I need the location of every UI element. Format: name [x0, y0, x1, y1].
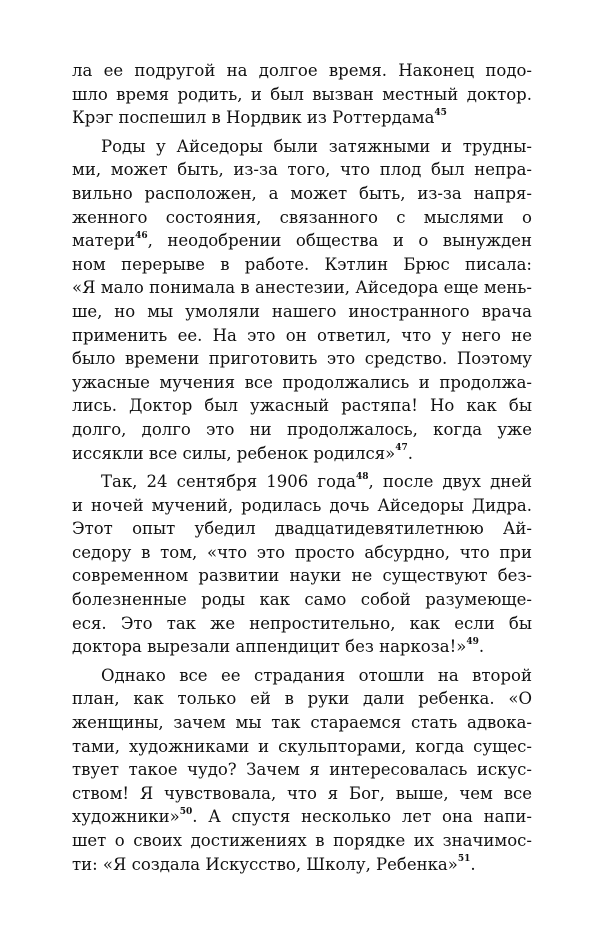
text-line: ти: «Я создала Искусство, Школу, Ребенка»$^{51}$.	[72, 854, 476, 874]
text-line: и ночей мучений, родилась дочь Айседоры Дидра.	[72, 495, 532, 515]
text-line: современном развитии науки не существуют без-	[72, 566, 532, 586]
text-line: седору в том, «что это просто абсурдно, что при	[72, 542, 532, 562]
paragraph	[72, 135, 532, 465]
text-line: женщины, зачем мы так стараемся стать адвока-	[72, 713, 532, 733]
text-line: ством! Я чувствовала, что я Бог, выше, чем все	[72, 783, 532, 803]
text-line: Крэг поспешил в Нордвик из Роттердама$^{45}$	[72, 107, 447, 128]
text-line: шло время родить, и был вызван местный доктор.	[72, 84, 532, 104]
footnote-ref: 50	[179, 806, 193, 817]
text-line: Роды у Айседоры были затяжными и трудны-	[101, 136, 532, 156]
paragraph	[72, 59, 532, 130]
text-line: шет о своих достижениях в порядке их значимос-	[72, 831, 532, 850]
footnote-ref: 51	[457, 854, 471, 865]
text-line: художники»$^{50}$. А спустя несколько лет она напи-	[72, 806, 532, 827]
footnote-ref: 49	[466, 636, 479, 647]
text-line: еся. Это так же непростительно, как если бы	[72, 613, 532, 633]
text-line: ла ее подругой на долгое время. Наконец подо-	[72, 61, 532, 80]
text-line: ном перерыве в работе. Кэтлин Брюс писала:	[72, 254, 532, 274]
text-line: твует такое чудо? Зачем я интересовалась искус-	[72, 760, 532, 780]
text-line: ше, но мы умоляли нашего иностранного врача	[72, 301, 532, 321]
footnote-ref: 48	[356, 471, 369, 482]
text-line: долго, долго это ни продолжалось, когда уже	[72, 419, 532, 439]
text-line: было времени приготовить это средство. Поэтому	[72, 349, 532, 369]
paragraph	[72, 470, 532, 659]
footnote-ref: 47	[395, 443, 408, 453]
text-line: женного состояния, связанного с мыслями о	[72, 207, 532, 227]
text-line: Так, 24 сентября 1906 года$^{48}$, после двух дней	[101, 471, 533, 492]
text-line: вильно расположен, а может быть, из-за напря-	[72, 183, 532, 203]
text-line: Этот опыт убедил двадцатидевятилетнюю Ай-	[72, 519, 532, 539]
text-line: «Я мало понимала в анестезии, Айседора еще мень-	[72, 278, 532, 298]
text-line: ужасные мучения все продолжались и продолжа-	[72, 372, 532, 392]
text-line: тами, художниками и скульпторами, когда сущес-	[72, 736, 532, 756]
text-line: применить ее. На это он ответил, что у него не	[72, 325, 532, 345]
paragraph	[72, 664, 532, 876]
footnote-ref: 45	[434, 107, 447, 118]
text-line: доктора вырезали аппендицит без наркоза!»$^{49}$.	[72, 636, 485, 657]
text-line: ми, может быть, из-за того, что плод был непра-	[72, 160, 532, 180]
text-line: Однако все ее страдания отошли на второй	[101, 665, 532, 685]
text-line: матери$^{46}$, неодобрении общества и о вынужден	[72, 230, 532, 251]
text-line: план, как только ей в руки дали ребенка. «О	[72, 689, 532, 709]
text-line: болезненные роды как само собой разумеюще-	[72, 590, 532, 610]
body-text	[72, 59, 532, 876]
text-line: лись. Доктор был ужасный растяпа! Но как бы	[72, 396, 532, 416]
text-line: иссякли все силы, ребенок родился»$^{47}$.	[72, 443, 413, 463]
footnote-ref: 46	[135, 230, 148, 241]
